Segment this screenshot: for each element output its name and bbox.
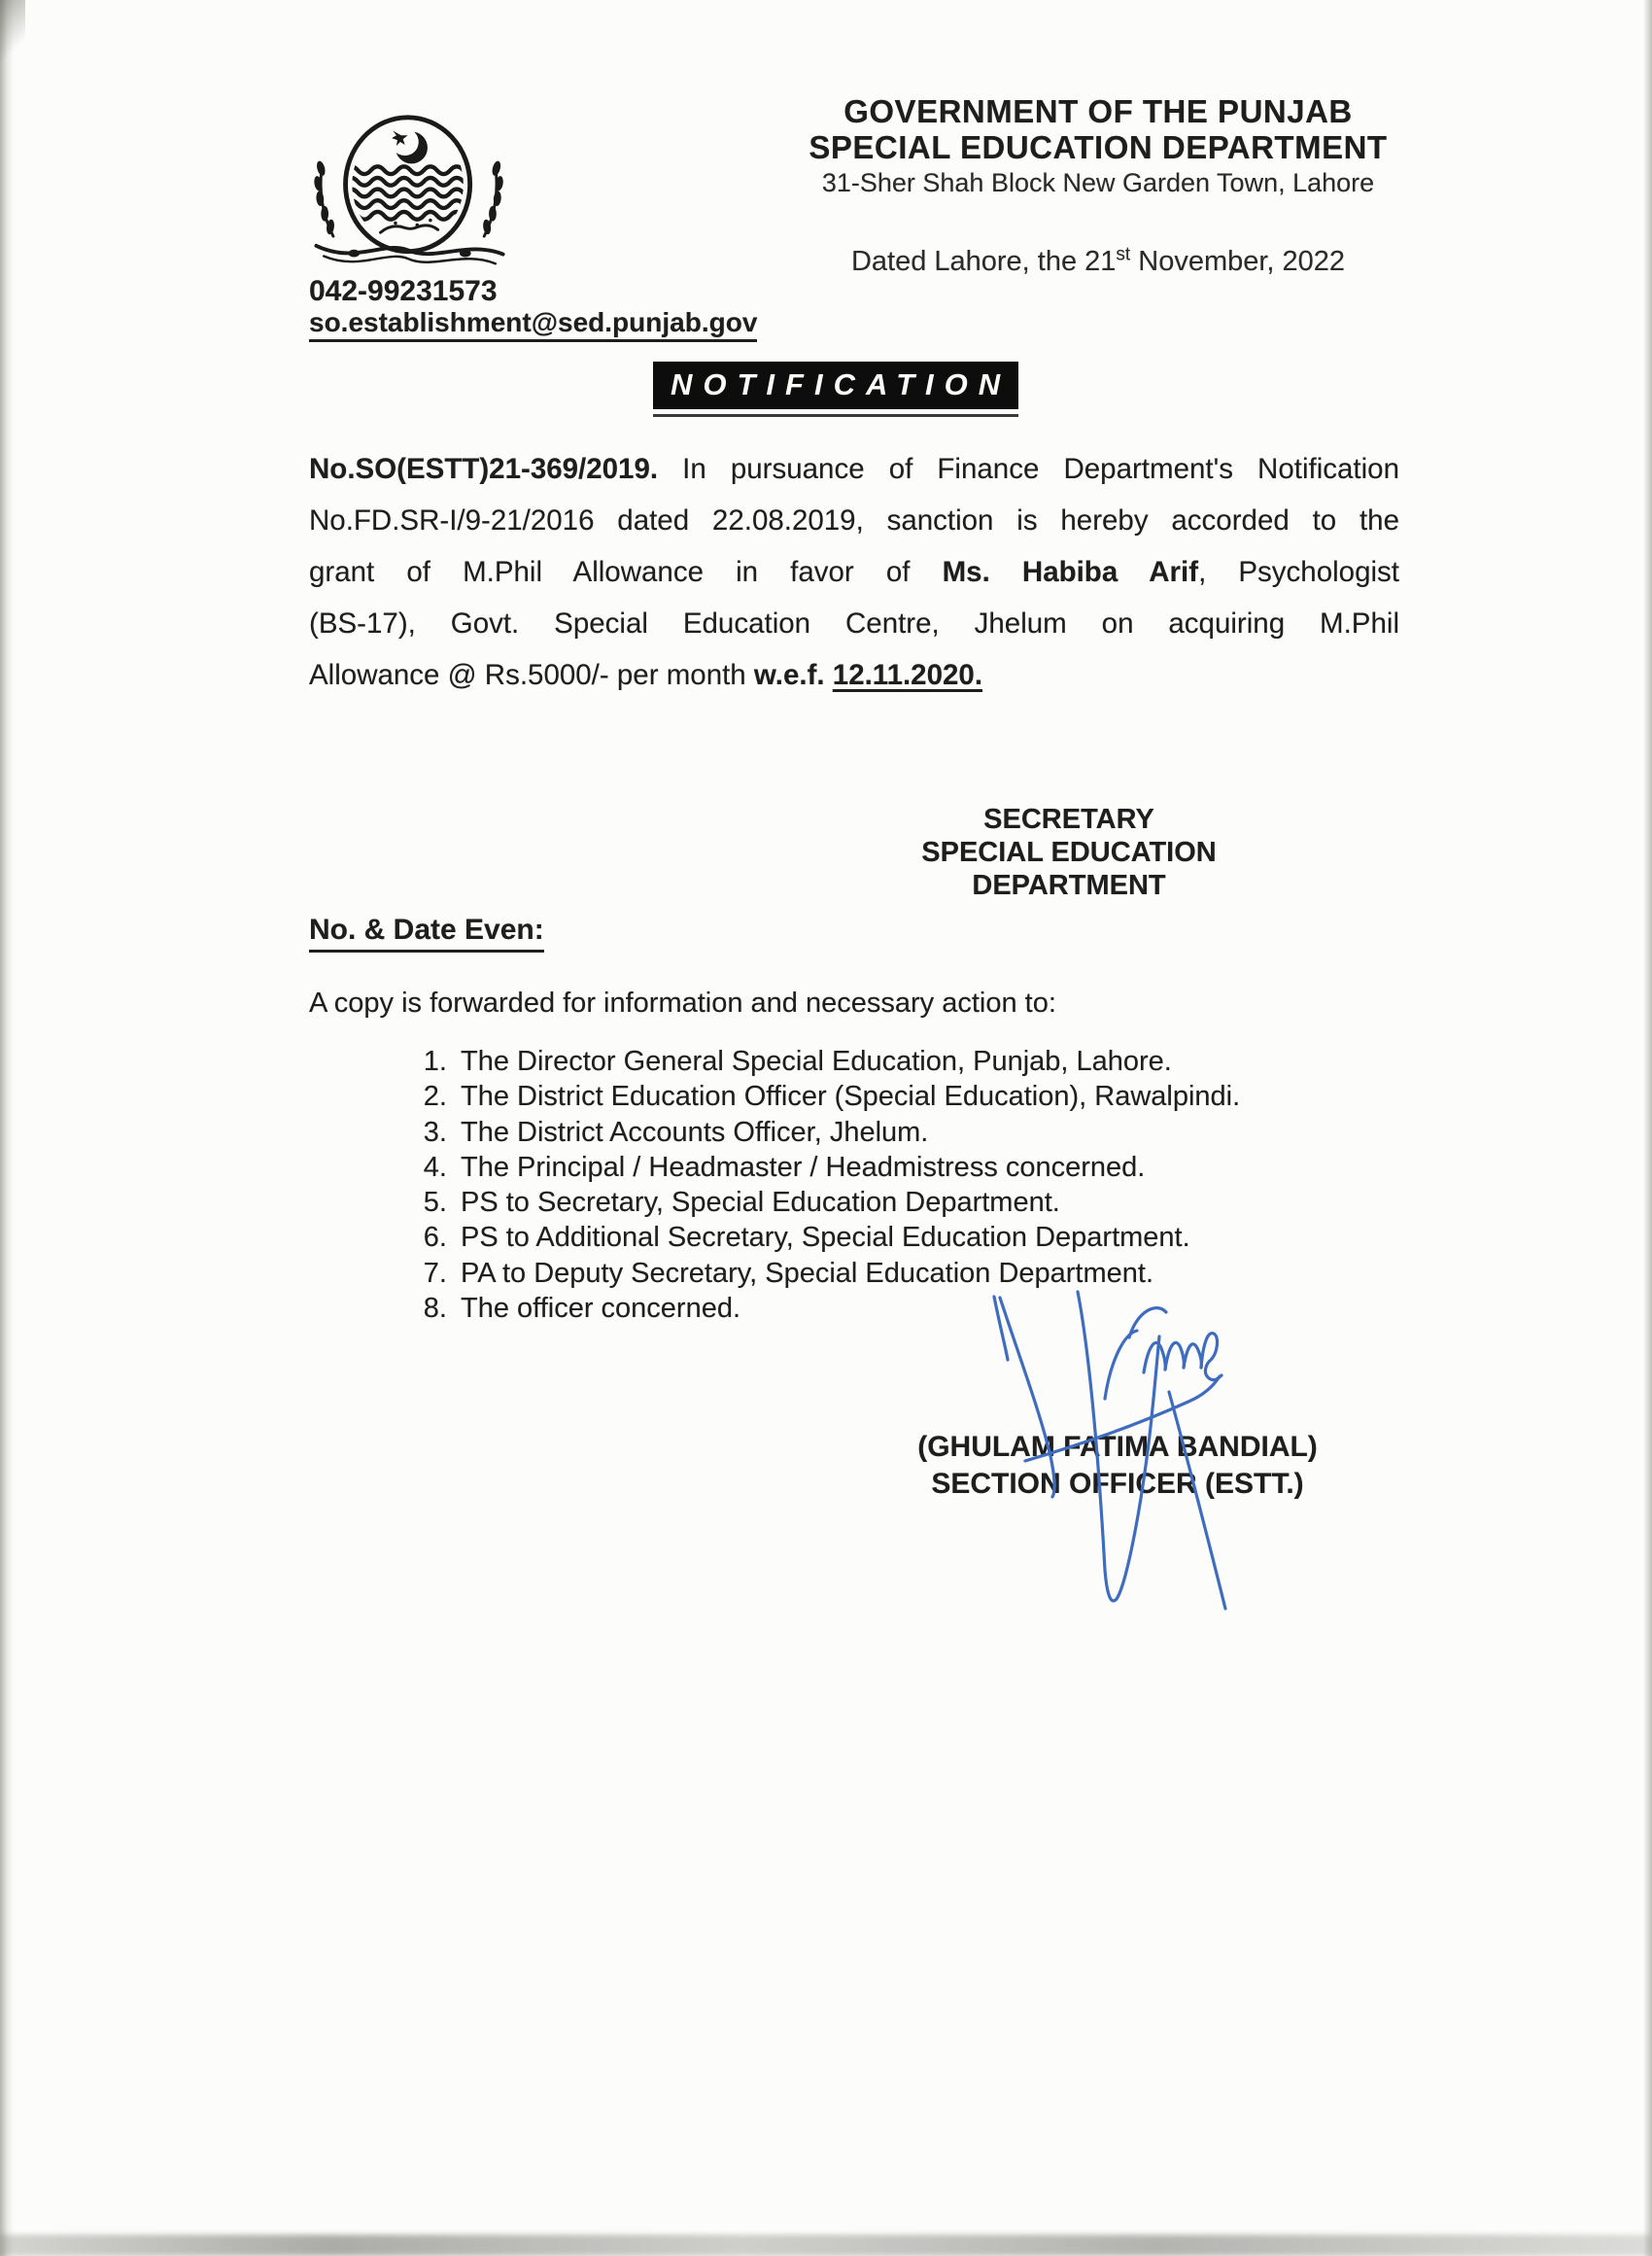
scan-edge-right: [1643, 0, 1652, 2256]
text-segment: Ms. Habiba Arif: [942, 556, 1199, 588]
distribution-list-item: 5. PS to Secretary, Special Education Department.: [455, 1185, 1240, 1220]
notification-title: NOTIFICATION: [653, 362, 1018, 409]
text-segment: In pursuance of Finance Department's Notification: [658, 453, 1399, 485]
text-segment: , Psychologist: [1198, 556, 1399, 588]
distribution-list-item: 4. The Principal / Headmaster / Headmistress concerned.: [455, 1150, 1240, 1185]
text-segment: No.SO(ESTT)21-369/2019.: [309, 453, 659, 485]
distribution-list-item: 6. PS to Additional Secretary, Special Education Department.: [455, 1220, 1240, 1255]
distribution-list-item: 1. The Director General Special Education, Punjab, Lahore.: [455, 1044, 1240, 1079]
letterhead: [768, 93, 1428, 197]
body-text-line: [309, 649, 1399, 701]
distribution-list-item: 2. The District Education Officer (Special Education), Rawalpindi.: [455, 1079, 1240, 1114]
email-address: so.establishment@sed.punjab.gov: [309, 307, 757, 342]
title-underline: [653, 414, 1018, 417]
punjab-crest-logo: [296, 112, 525, 272]
scan-corner-mark: [0, 0, 25, 68]
text-segment: Allowance @ Rs.5000/- per month: [309, 659, 754, 691]
officer-title: SECTION OFFICER (ESTT.): [931, 1468, 1304, 1500]
reference-heading: No. & Date Even:: [309, 914, 544, 953]
date-line: [768, 246, 1428, 278]
secretary-title-line1: SECRETARY: [983, 804, 1154, 835]
distribution-list-item: 8. The officer concerned.: [455, 1291, 1240, 1326]
text-segment: 12.11.2020.: [832, 659, 983, 691]
text-segment: (BS-17), Govt. Special Education Centre, Jhelum on acquiring M.Phil: [309, 607, 1399, 640]
notification-title-block: [653, 362, 1018, 417]
date-text-suffix: November, 2022: [1130, 246, 1346, 277]
phone-number: 042-99231573: [309, 275, 498, 307]
forwarding-line: A copy is forwarded for information and necessary action to:: [309, 988, 1056, 1019]
date-text: Dated Lahore, the 21: [850, 246, 1117, 277]
signatory-secretary-block: [836, 803, 1302, 902]
text-segment: No.FD.SR-I/9-21/2016 dated 22.08.2019, sanction is hereby accorded to the: [309, 504, 1399, 537]
distribution-list-item: 3. The District Accounts Officer, Jhelum.: [455, 1115, 1240, 1150]
department-name: SPECIAL EDUCATION DEPARTMENT: [809, 129, 1388, 165]
body-text-line: [309, 443, 1399, 495]
distribution-list-item: 7. PA to Deputy Secretary, Special Education Department.: [455, 1256, 1240, 1291]
notification-body: [309, 443, 1399, 701]
date-ordinal: st: [1116, 244, 1131, 265]
punjab-crest-icon: [296, 112, 525, 272]
text-segment: w.e.f.: [753, 659, 833, 691]
body-text-line: [309, 495, 1399, 546]
secretary-title-line3: DEPARTMENT: [972, 870, 1166, 901]
text-segment: grant of M.Phil Allowance in favor of: [309, 556, 943, 588]
signature-ink: [962, 1236, 1312, 1674]
body-text-line: [309, 546, 1399, 598]
scan-edge-left: [0, 0, 14, 2256]
org-name: GOVERNMENT OF THE PUNJAB: [843, 93, 1353, 129]
department-address: 31-Sher Shah Block New Garden Town, Lahore: [821, 168, 1375, 197]
secretary-title-line2: SPECIAL EDUCATION: [921, 837, 1217, 868]
scan-edge-bottom: [0, 2235, 1652, 2256]
officer-name: (GHULAM FATIMA BANDIAL): [917, 1431, 1318, 1463]
body-text-line: [309, 598, 1399, 649]
